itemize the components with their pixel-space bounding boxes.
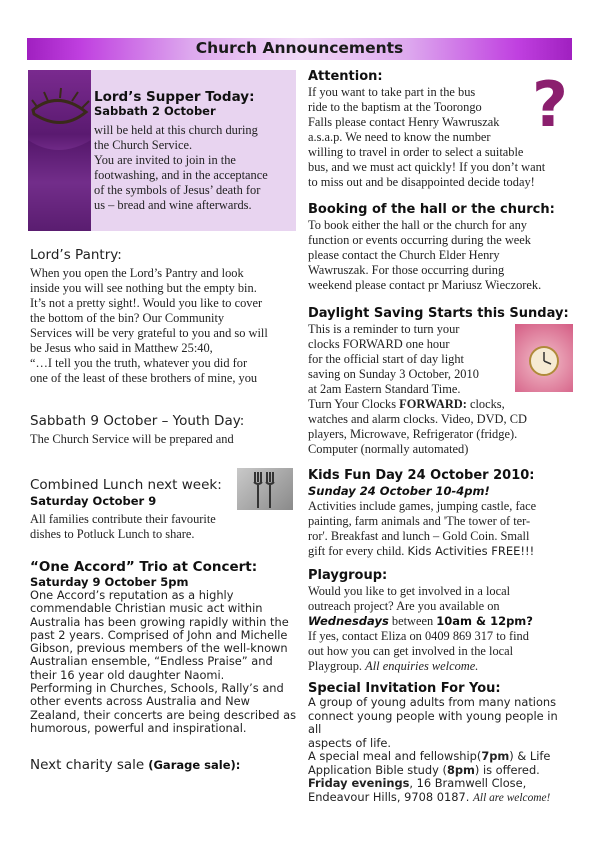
pantry-text: When you open the Lord’s Pantry and look inside you will see nothing but the empty bin. It’s not a pretty sight!. Would you like to cover the bottom of the bin? Our Community Services will be very grateful to you and so will be Jesus who said in Matthew 25:40, “…I tell you the truth, whatever you did for one of the least of these brothers of mine, you: [30, 266, 268, 385]
combined-lunch-text: All families contribute their favourite dishes to Potluck Lunch to share.: [30, 512, 216, 541]
one-accord-title: “One Accord” Trio at Concert:: [30, 559, 258, 575]
combined-lunch-date: Saturday October 9: [30, 494, 157, 508]
charity-title: Next charity sale: [30, 757, 145, 773]
lords-supper-date: Sabbath 2 October: [94, 104, 216, 118]
attention-text: If you want to take part in the bus ride to the baptism at the Toorongo Falls please contact Henry Wawruszak a.s.a.p. We need to know the number willing to travel in order to select a suitable bus, and we must act quickly! If you don’t want to miss out and be disappointed decide today!: [308, 85, 546, 189]
combined-lunch-title: Combined Lunch next week:: [30, 477, 222, 493]
playgroup-text: Would you like to get involved in a local outreach project? Are you available on Wednesdays between 10am & 12pm? If yes, contact Eliza on 0409 869 317 to find out how you can get involved in the local Playgroup. All enquiries welcome.: [308, 584, 533, 673]
crown-of-thorns-image: [28, 70, 91, 231]
pantry-title: Lord’s Pantry:: [30, 247, 122, 263]
charity-heading: [30, 756, 240, 774]
youth-day-text: The Church Service will be prepared and: [30, 432, 234, 446]
lords-supper-text: will be held at this church during the Church Service. You are invited to join in the footwashing, and in the acceptance of the symbols of Jesus’ death for us – bread and wine afterwards.: [94, 123, 268, 212]
invitation-text: A group of young adults from many nations connect young people with young people in all aspects of life. A special meal and fellowship(7pm) & Life Application Bible study (8pm) is offered. Friday evenings, 16 Bramwell Close, Endeavour Hills, 9708 0187. All are welcome!: [308, 695, 558, 804]
kids-text: Activities include games, jumping castle, face painting, farm animals and 'The tower of ter- ror'. Breakfast and lunch – Gold Coin. Small gift for every child. Kids Activities FREE!!!: [308, 499, 537, 558]
kids-date: Sunday 24 October 10-4pm!: [308, 484, 490, 498]
one-accord-date: Saturday 9 October 5pm: [30, 575, 189, 589]
daylight-title: Daylight Saving Starts this Sunday:: [308, 306, 569, 321]
charity-note: (Garage sale):: [148, 758, 241, 772]
page-title: Church Announcements: [195, 39, 404, 57]
lords-supper-title: Lord’s Supper Today:: [94, 89, 255, 105]
daylight-text-2: Turn Your Clocks FORWARD: clocks, watches and alarm clocks. Video, DVD, CD players, Microwave, Refrigerator (fridge). Computer (normally automated): [308, 397, 527, 456]
daylight-text: This is a reminder to turn your clocks FORWARD one hour for the official start of day light saving on Sunday 3 October, 2010 at 2am Eastern Standard Time.: [308, 322, 479, 396]
clock-flowers-image: [515, 324, 573, 392]
booking-title: Booking of the hall or the church:: [308, 202, 555, 217]
forks-image: [237, 468, 293, 510]
one-accord-text: One Accord’s reputation as a highly commendable Christian music act within Australia has been growing rapidly within the past 2 years. Comprised of John and Michelle Gibson, previous members of the well-known Australian ensemble, “Endless Praise” and their 16 year old daughter Naomi. Performing in Churches, Schools, Rally’s and other events across Australia and New Zealand, their concerts are being described as humorous, powerful and inspirational.: [30, 588, 297, 735]
question-mark-icon: ?: [532, 68, 568, 141]
kids-title: Kids Fun Day 24 October 2010:: [308, 468, 535, 483]
booking-text: To book either the hall or the church for any function or events occurring during the week please contact the Church Elder Henry Wawruszak. For those occurring during weekend please contact pr Mariusz Wieczorek.: [308, 218, 542, 292]
youth-day-title: Sabbath 9 October – Youth Day:: [30, 413, 245, 429]
invitation-title: Special Invitation For You:: [308, 681, 501, 696]
attention-title: Attention:: [308, 69, 383, 84]
playgroup-title: Playgroup:: [308, 568, 388, 583]
header-banner: [27, 38, 572, 60]
